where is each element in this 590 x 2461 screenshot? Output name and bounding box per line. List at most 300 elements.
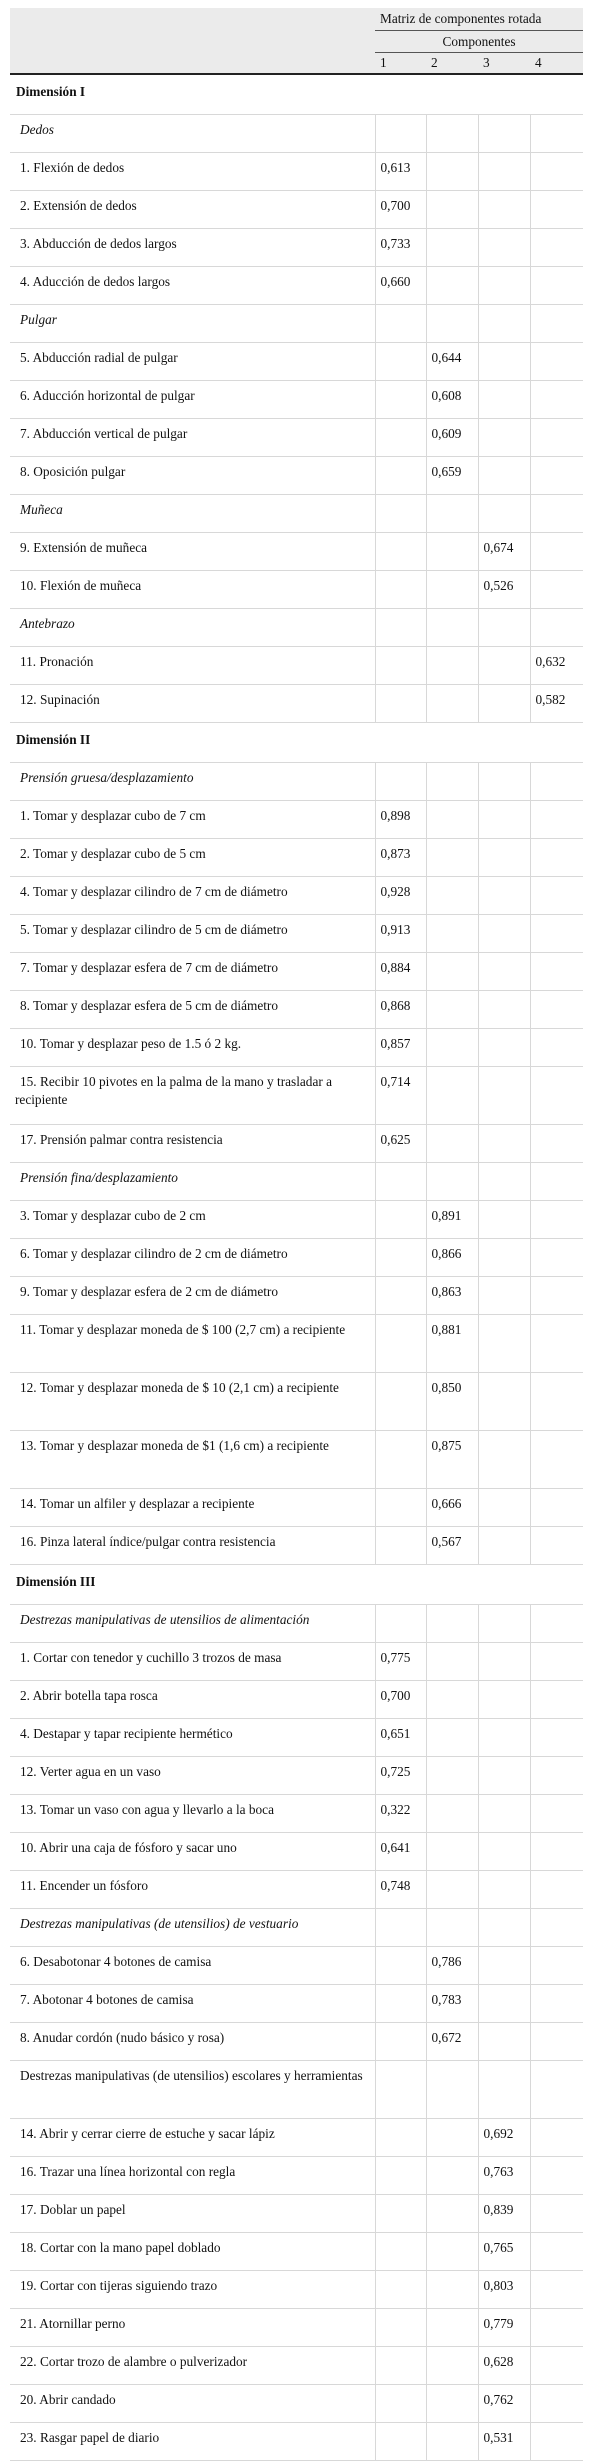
section-heading: Antebrazo [10,609,375,647]
component-4-loading [530,801,583,839]
component-2-loading [426,685,478,723]
component-4-loading [530,305,583,343]
item-label: 15. Recibir 10 pivotes en la palma de la mano y trasladar a recipiente [10,1067,375,1125]
component-4-loading [530,153,583,191]
component-3-loading [478,267,530,305]
component-4-loading [530,115,583,153]
component-1-loading: 0,884 [375,953,426,991]
component-1-loading [375,495,426,533]
item-label: 2. Tomar y desplazar cubo de 5 cm [10,839,375,877]
item-label: 9. Tomar y desplazar esfera de 2 cm de diámetro [10,1277,375,1315]
component-4-loading [530,915,583,953]
table-row [10,343,583,381]
section-row [10,495,583,533]
table-row [10,153,583,191]
component-4-loading [530,991,583,1029]
section-row [10,763,583,801]
component-1-loading [375,571,426,609]
table-row [10,1125,583,1163]
item-label: 7. Abducción vertical de pulgar [10,419,375,457]
component-4-loading [530,267,583,305]
table-row [10,2271,583,2309]
item-label: 1. Tomar y desplazar cubo de 7 cm [10,801,375,839]
component-3-loading [478,153,530,191]
component-3-loading: 0,762 [478,2385,530,2423]
component-3-loading [478,1201,530,1239]
column-header-4: 4 [530,53,583,75]
component-3-loading: 0,526 [478,571,530,609]
component-2-loading: 0,783 [426,1985,478,2023]
table-row [10,2195,583,2233]
section-row [10,609,583,647]
component-3-loading [478,1643,530,1681]
component-3-loading [478,457,530,495]
table-row [10,1489,583,1527]
component-1-loading [375,685,426,723]
item-label: 18. Cortar con la mano papel doblado [10,2233,375,2271]
component-4-loading [530,2271,583,2309]
component-4-loading [530,1277,583,1315]
component-3-loading [478,991,530,1029]
component-4-loading [530,2119,583,2157]
header-blank [10,31,375,53]
component-2-loading [426,74,478,115]
component-2-loading [426,2385,478,2423]
column-header-2: 2 [426,53,478,75]
component-1-loading: 0,725 [375,1757,426,1795]
component-1-loading [375,1201,426,1239]
component-2-loading: 0,850 [426,1373,478,1431]
component-2-loading [426,2271,478,2309]
component-1-loading [375,609,426,647]
item-label: 10. Abrir una caja de fósforo y sacar uno [10,1833,375,1871]
component-1-loading: 0,700 [375,191,426,229]
component-2-loading: 0,609 [426,419,478,457]
component-2-loading [426,115,478,153]
component-2-loading [426,571,478,609]
component-3-loading [478,877,530,915]
component-4-loading [530,2385,583,2423]
section-row [10,115,583,153]
table-row [10,2347,583,2385]
components-subheader: Componentes [375,31,583,53]
item-label: 14. Tomar un alfiler y desplazar a recipiente [10,1489,375,1527]
component-2-loading [426,1067,478,1125]
table-row [10,1947,583,1985]
component-1-loading [375,381,426,419]
component-1-loading [375,1431,426,1489]
component-4-loading [530,953,583,991]
component-2-loading [426,763,478,801]
component-1-loading [375,1565,426,1605]
component-4-loading [530,74,583,115]
table-row [10,1795,583,1833]
table-title: Matriz de componentes rotada [375,8,583,31]
component-2-loading [426,2233,478,2271]
component-4-loading [530,419,583,457]
component-1-loading: 0,733 [375,229,426,267]
item-label: 7. Abotonar 4 botones de camisa [10,1985,375,2023]
component-2-loading [426,1909,478,1947]
table-row [10,877,583,915]
item-label: 9. Extensión de muñeca [10,533,375,571]
component-1-loading: 0,660 [375,267,426,305]
component-3-loading [478,2061,530,2119]
component-3-loading [478,419,530,457]
component-2-loading [426,609,478,647]
component-1-loading [375,1163,426,1201]
component-4-loading [530,1947,583,1985]
component-4-loading [530,1565,583,1605]
component-1-loading [375,2157,426,2195]
table-row [10,647,583,685]
component-3-loading [478,115,530,153]
component-1-loading [375,1947,426,1985]
component-3-loading [478,1719,530,1757]
component-3-loading [478,763,530,801]
component-1-loading: 0,613 [375,153,426,191]
section-heading: Destrezas manipulativas (de utensilios) escolares y herramientas [10,2061,375,2119]
component-3-loading [478,1681,530,1719]
component-3-loading [478,1239,530,1277]
dimension-row [10,74,583,115]
component-3-loading: 0,692 [478,2119,530,2157]
component-1-loading [375,533,426,571]
component-2-loading [426,229,478,267]
header-blank [10,53,375,75]
table-row [10,1431,583,1489]
component-4-loading [530,229,583,267]
table-row [10,457,583,495]
item-label: 8. Tomar y desplazar esfera de 5 cm de diámetro [10,991,375,1029]
table-row [10,1757,583,1795]
item-label: 5. Abducción radial de pulgar [10,343,375,381]
component-2-loading [426,267,478,305]
component-3-loading [478,1527,530,1565]
table-row [10,1985,583,2023]
item-label: 17. Doblar un papel [10,2195,375,2233]
component-2-loading [426,1795,478,1833]
table-row [10,381,583,419]
component-4-loading [530,1067,583,1125]
component-3-loading [478,1833,530,1871]
component-3-loading: 0,531 [478,2423,530,2461]
table-row [10,1833,583,1871]
component-4-loading [530,1909,583,1947]
component-4-loading [530,839,583,877]
item-label: 13. Tomar y desplazar moneda de $1 (1,6 cm) a recipiente [10,1431,375,1489]
component-2-loading: 0,666 [426,1489,478,1527]
component-1-loading [375,2385,426,2423]
component-3-loading [478,915,530,953]
component-1-loading [375,723,426,763]
component-3-loading [478,1431,530,1489]
dimension-heading: Dimensión III [10,1565,375,1605]
component-2-loading [426,533,478,571]
section-row [10,305,583,343]
component-1-loading: 0,322 [375,1795,426,1833]
table-row [10,1871,583,1909]
component-1-loading [375,1315,426,1373]
component-2-loading [426,1681,478,1719]
component-4-loading: 0,582 [530,685,583,723]
item-label: 1. Cortar con tenedor y cuchillo 3 trozos de masa [10,1643,375,1681]
component-1-loading: 0,775 [375,1643,426,1681]
component-4-loading [530,571,583,609]
section-heading: Destrezas manipulativas de utensilios de alimentación [10,1605,375,1643]
component-1-loading: 0,928 [375,877,426,915]
component-2-loading: 0,659 [426,457,478,495]
component-3-loading [478,1795,530,1833]
component-2-loading [426,839,478,877]
item-label: 10. Tomar y desplazar peso de 1.5 ó 2 kg. [10,1029,375,1067]
component-2-loading [426,2347,478,2385]
component-3-loading [478,1163,530,1201]
component-1-loading [375,2195,426,2233]
component-4-loading [530,191,583,229]
table-row [10,229,583,267]
component-1-loading [375,1985,426,2023]
table-row [10,2423,583,2461]
component-3-loading [478,839,530,877]
table-row [10,191,583,229]
item-label: 21. Atornillar perno [10,2309,375,2347]
component-4-loading [530,1125,583,1163]
component-2-loading [426,191,478,229]
item-label: 8. Oposición pulgar [10,457,375,495]
table-row [10,1277,583,1315]
item-label: 12. Supinación [10,685,375,723]
component-3-loading [478,1757,530,1795]
component-3-loading [478,609,530,647]
section-row [10,1605,583,1643]
item-label: 12. Tomar y desplazar moneda de $ 10 (2,1 cm) a recipiente [10,1373,375,1431]
dimension-row [10,723,583,763]
component-2-loading: 0,863 [426,1277,478,1315]
component-3-loading: 0,628 [478,2347,530,2385]
component-4-loading [530,1871,583,1909]
component-4-loading [530,457,583,495]
component-1-loading: 0,700 [375,1681,426,1719]
table-row [10,1201,583,1239]
component-2-loading [426,305,478,343]
section-row [10,2061,583,2119]
item-label: 20. Abrir candado [10,2385,375,2423]
component-2-loading [426,1643,478,1681]
item-label: 11. Encender un fósforo [10,1871,375,1909]
component-2-loading [426,1163,478,1201]
component-1-loading: 0,641 [375,1833,426,1871]
item-label: 11. Pronación [10,647,375,685]
table-row [10,1029,583,1067]
component-3-loading [478,381,530,419]
component-1-loading [375,2309,426,2347]
header-blank [10,8,375,31]
component-1-loading [375,1909,426,1947]
item-label: 23. Rasgar papel de diario [10,2423,375,2461]
component-4-loading [530,495,583,533]
component-4-loading [530,1795,583,1833]
component-4-loading [530,1373,583,1431]
component-2-loading [426,1833,478,1871]
component-4-loading [530,1239,583,1277]
item-label: 5. Tomar y desplazar cilindro de 5 cm de diámetro [10,915,375,953]
component-2-loading [426,2195,478,2233]
component-1-loading [375,343,426,381]
item-label: 13. Tomar un vaso con agua y llevarlo a la boca [10,1795,375,1833]
item-label: 6. Tomar y desplazar cilindro de 2 cm de diámetro [10,1239,375,1277]
item-label: 2. Extensión de dedos [10,191,375,229]
component-1-loading: 0,748 [375,1871,426,1909]
component-1-loading: 0,913 [375,915,426,953]
component-2-loading [426,953,478,991]
component-1-loading: 0,714 [375,1067,426,1125]
table-row [10,991,583,1029]
component-3-loading [478,343,530,381]
component-2-loading [426,801,478,839]
component-1-loading: 0,625 [375,1125,426,1163]
component-2-loading [426,1757,478,1795]
component-4-loading [530,1029,583,1067]
component-1-loading [375,2233,426,2271]
component-1-loading [375,305,426,343]
component-2-loading: 0,672 [426,2023,478,2061]
component-4-loading [530,723,583,763]
table-row [10,2157,583,2195]
component-2-loading: 0,891 [426,1201,478,1239]
table-row [10,1315,583,1373]
component-2-loading [426,1605,478,1643]
component-2-loading [426,1871,478,1909]
component-2-loading: 0,875 [426,1431,478,1489]
table-row [10,267,583,305]
component-2-loading [426,2061,478,2119]
component-1-loading [375,115,426,153]
component-3-loading [478,1125,530,1163]
component-4-loading [530,2423,583,2461]
table-row [10,2385,583,2423]
component-1-loading [375,2271,426,2309]
item-label: 8. Anudar cordón (nudo básico y rosa) [10,2023,375,2061]
table-row [10,1527,583,1565]
table-row [10,953,583,991]
component-4-loading [530,1605,583,1643]
item-label: 16. Pinza lateral índice/pulgar contra resistencia [10,1527,375,1565]
component-1-loading [375,1239,426,1277]
item-label: 7. Tomar y desplazar esfera de 7 cm de diámetro [10,953,375,991]
section-heading: Dedos [10,115,375,153]
component-1-loading [375,1489,426,1527]
component-4-loading [530,1315,583,1373]
component-1-loading [375,419,426,457]
item-label: 6. Desabotonar 4 botones de camisa [10,1947,375,1985]
dimension-heading: Dimensión II [10,723,375,763]
component-3-loading: 0,779 [478,2309,530,2347]
component-3-loading [478,1947,530,1985]
component-2-loading [426,495,478,533]
component-3-loading [478,2023,530,2061]
component-2-loading: 0,866 [426,1239,478,1277]
table-row [10,1239,583,1277]
component-2-loading [426,1719,478,1757]
component-4-loading [530,1489,583,1527]
component-2-loading [426,647,478,685]
component-2-loading [426,1565,478,1605]
item-label: 12. Verter agua en un vaso [10,1757,375,1795]
item-label: 10. Flexión de muñeca [10,571,375,609]
component-1-loading [375,1373,426,1431]
component-2-loading [426,1029,478,1067]
component-3-loading [478,305,530,343]
component-1-loading: 0,868 [375,991,426,1029]
item-label: 22. Cortar trozo de alambre o pulverizador [10,2347,375,2385]
component-3-loading [478,1565,530,1605]
table-row [10,685,583,723]
table-row [10,419,583,457]
table-row [10,839,583,877]
component-2-loading [426,2423,478,2461]
component-4-loading [530,763,583,801]
component-3-loading [478,1985,530,2023]
component-3-loading [478,229,530,267]
component-4-loading [530,2023,583,2061]
component-2-loading: 0,881 [426,1315,478,1373]
component-4-loading: 0,632 [530,647,583,685]
component-3-loading [478,1373,530,1431]
component-1-loading [375,763,426,801]
component-1-loading: 0,873 [375,839,426,877]
item-label: 4. Aducción de dedos largos [10,267,375,305]
component-2-loading: 0,608 [426,381,478,419]
component-4-loading [530,533,583,571]
component-1-loading [375,1277,426,1315]
component-4-loading [530,877,583,915]
component-2-loading [426,991,478,1029]
component-3-loading: 0,674 [478,533,530,571]
section-row [10,1909,583,1947]
component-1-loading: 0,857 [375,1029,426,1067]
item-label: 6. Aducción horizontal de pulgar [10,381,375,419]
component-2-loading [426,153,478,191]
table-row [10,2023,583,2061]
table-row [10,1643,583,1681]
table-row [10,801,583,839]
component-4-loading [530,343,583,381]
component-3-loading: 0,803 [478,2271,530,2309]
section-heading: Pulgar [10,305,375,343]
component-3-loading [478,801,530,839]
dimension-heading: Dimensión I [10,74,375,115]
component-4-loading [530,2309,583,2347]
component-4-loading [530,381,583,419]
component-2-loading [426,2119,478,2157]
component-2-loading [426,877,478,915]
section-row [10,1163,583,1201]
component-1-loading [375,2023,426,2061]
component-4-loading [530,1527,583,1565]
item-label: 14. Abrir y cerrar cierre de estuche y sacar lápiz [10,2119,375,2157]
table-row [10,915,583,953]
component-4-loading [530,1201,583,1239]
component-3-loading [478,1605,530,1643]
table-row [10,2309,583,2347]
item-label: 4. Destapar y tapar recipiente hermético [10,1719,375,1757]
item-label: 4. Tomar y desplazar cilindro de 7 cm de diámetro [10,877,375,915]
item-label: 3. Tomar y desplazar cubo de 2 cm [10,1201,375,1239]
table-row [10,1681,583,1719]
component-3-loading [478,1909,530,1947]
item-label: 1. Flexión de dedos [10,153,375,191]
